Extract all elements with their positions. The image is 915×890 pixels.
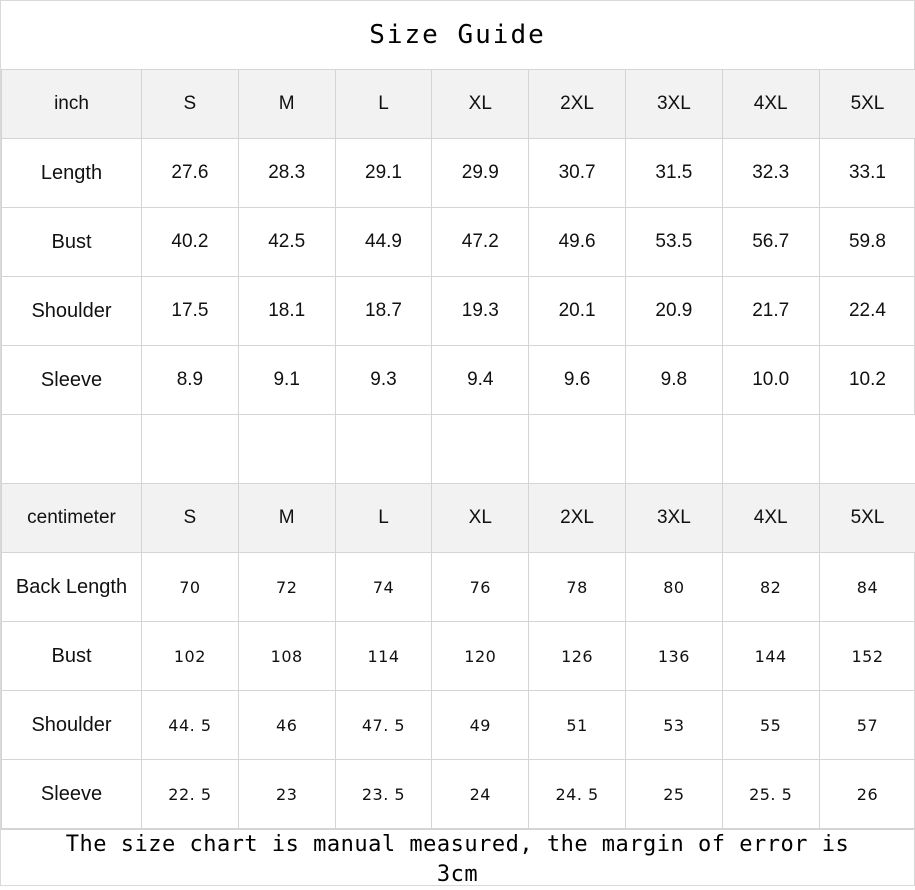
spacer-cell <box>335 415 432 484</box>
spacer-cell <box>432 415 529 484</box>
table-cell: 9.6 <box>529 346 626 415</box>
table-cell: 17.5 <box>142 277 239 346</box>
spacer-cell <box>722 415 819 484</box>
table-cell: 20.9 <box>625 277 722 346</box>
table-cell: 25. 5 <box>722 760 819 829</box>
spacer-cell <box>142 415 239 484</box>
inch-size-header: 2XL <box>529 70 626 139</box>
row-label: Bust <box>2 622 142 691</box>
inch-unit-label: inch <box>2 70 142 139</box>
table-cell: 9.1 <box>238 346 335 415</box>
table-cell: 21.7 <box>722 277 819 346</box>
cm-header-row <box>2 484 915 553</box>
cm-unit-label: centimeter <box>2 484 142 553</box>
cm-size-header: 3XL <box>625 484 722 553</box>
inch-size-header: 5XL <box>819 70 915 139</box>
table-row <box>2 139 915 208</box>
table-cell: 8.9 <box>142 346 239 415</box>
table-cell: 28.3 <box>238 139 335 208</box>
page-title: Size Guide <box>1 1 914 69</box>
table-cell: 20.1 <box>529 277 626 346</box>
table-cell: 70 <box>142 553 239 622</box>
table-cell: 44.9 <box>335 208 432 277</box>
measurement-disclaimer <box>1 829 914 890</box>
table-cell: 10.0 <box>722 346 819 415</box>
inch-size-header: 3XL <box>625 70 722 139</box>
table-row <box>2 346 915 415</box>
spacer-cell <box>819 415 915 484</box>
table-cell: 49.6 <box>529 208 626 277</box>
row-label: Bust <box>2 208 142 277</box>
row-label: Sleeve <box>2 346 142 415</box>
table-cell: 49 <box>432 691 529 760</box>
inch-size-header: M <box>238 70 335 139</box>
table-row <box>2 622 915 691</box>
table-cell: 47.2 <box>432 208 529 277</box>
row-label: Back Length <box>2 553 142 622</box>
table-cell: 136 <box>625 622 722 691</box>
table-row <box>2 760 915 829</box>
spacer-cell <box>625 415 722 484</box>
row-label: Length <box>2 139 142 208</box>
table-cell: 74 <box>335 553 432 622</box>
table-cell: 76 <box>432 553 529 622</box>
table-cell: 26 <box>819 760 915 829</box>
table-cell: 24 <box>432 760 529 829</box>
table-cell: 57 <box>819 691 915 760</box>
table-cell: 102 <box>142 622 239 691</box>
disclaimer-line-1: The size chart is manual measured, the margin of error is <box>66 830 849 860</box>
table-cell: 144 <box>722 622 819 691</box>
table-cell: 47. 5 <box>335 691 432 760</box>
table-cell: 80 <box>625 553 722 622</box>
table-cell: 23. 5 <box>335 760 432 829</box>
table-cell: 120 <box>432 622 529 691</box>
cm-size-header: M <box>238 484 335 553</box>
cm-size-header: S <box>142 484 239 553</box>
spacer-row <box>2 415 915 484</box>
row-label: Shoulder <box>2 691 142 760</box>
table-cell: 126 <box>529 622 626 691</box>
table-cell: 9.3 <box>335 346 432 415</box>
spacer-cell <box>238 415 335 484</box>
table-cell: 18.7 <box>335 277 432 346</box>
table-cell: 33.1 <box>819 139 915 208</box>
inch-size-header: 4XL <box>722 70 819 139</box>
table-cell: 59.8 <box>819 208 915 277</box>
table-cell: 30.7 <box>529 139 626 208</box>
table-cell: 152 <box>819 622 915 691</box>
table-cell: 51 <box>529 691 626 760</box>
table-cell: 9.8 <box>625 346 722 415</box>
table-cell: 22.4 <box>819 277 915 346</box>
table-cell: 42.5 <box>238 208 335 277</box>
table-cell: 29.9 <box>432 139 529 208</box>
inch-size-header: XL <box>432 70 529 139</box>
table-cell: 23 <box>238 760 335 829</box>
table-cell: 29.1 <box>335 139 432 208</box>
table-cell: 18.1 <box>238 277 335 346</box>
table-cell: 24. 5 <box>529 760 626 829</box>
inch-header-row <box>2 70 915 139</box>
table-row <box>2 277 915 346</box>
table-cell: 27.6 <box>142 139 239 208</box>
table-row <box>2 208 915 277</box>
table-cell: 53 <box>625 691 722 760</box>
table-cell: 10.2 <box>819 346 915 415</box>
table-cell: 46 <box>238 691 335 760</box>
cm-size-header: L <box>335 484 432 553</box>
table-cell: 44. 5 <box>142 691 239 760</box>
row-label: Sleeve <box>2 760 142 829</box>
row-label: Shoulder <box>2 277 142 346</box>
spacer-cell <box>529 415 626 484</box>
cm-size-header: XL <box>432 484 529 553</box>
inch-size-header: S <box>142 70 239 139</box>
size-guide-table <box>1 69 915 829</box>
cm-size-header: 4XL <box>722 484 819 553</box>
table-cell: 53.5 <box>625 208 722 277</box>
disclaimer-line-2: 3cm <box>437 860 478 890</box>
table-cell: 25 <box>625 760 722 829</box>
table-cell: 108 <box>238 622 335 691</box>
table-cell: 19.3 <box>432 277 529 346</box>
table-cell: 82 <box>722 553 819 622</box>
table-cell: 31.5 <box>625 139 722 208</box>
table-row <box>2 553 915 622</box>
spacer-cell <box>2 415 142 484</box>
table-cell: 40.2 <box>142 208 239 277</box>
table-cell: 72 <box>238 553 335 622</box>
table-row <box>2 691 915 760</box>
table-cell: 22. 5 <box>142 760 239 829</box>
table-cell: 55 <box>722 691 819 760</box>
cm-size-header: 5XL <box>819 484 915 553</box>
inch-size-header: L <box>335 70 432 139</box>
table-cell: 9.4 <box>432 346 529 415</box>
table-cell: 78 <box>529 553 626 622</box>
cm-size-header: 2XL <box>529 484 626 553</box>
table-cell: 32.3 <box>722 139 819 208</box>
table-cell: 56.7 <box>722 208 819 277</box>
table-cell: 114 <box>335 622 432 691</box>
table-cell: 84 <box>819 553 915 622</box>
